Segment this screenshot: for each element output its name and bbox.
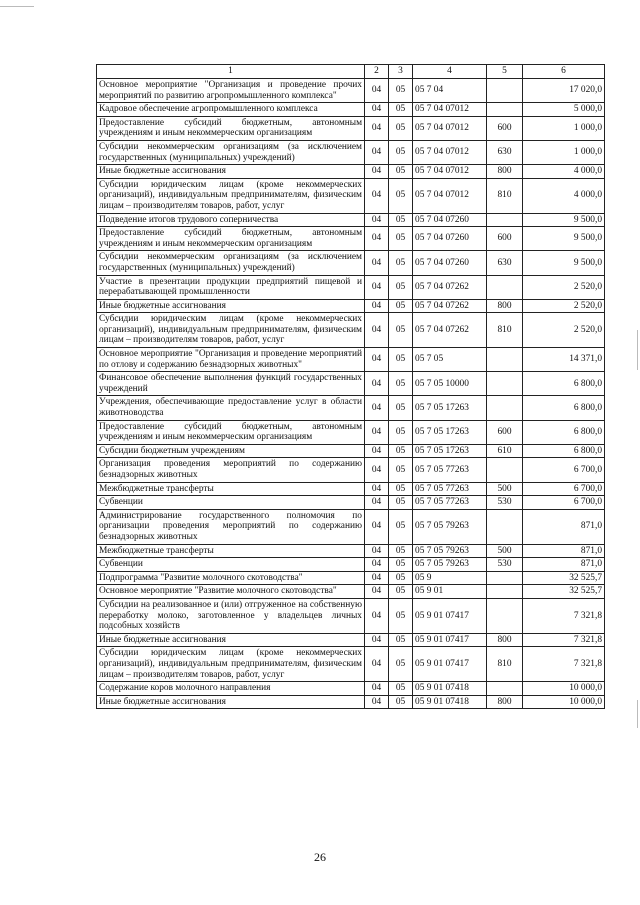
row-amount-cell: 6 700,0 [523, 482, 605, 496]
row-expense-type-cell: 630 [487, 251, 523, 275]
row-target-code-cell: 05 7 04 07012 [413, 103, 487, 117]
row-section-cell: 04 [365, 313, 389, 348]
row-amount-cell: 6 800,0 [523, 396, 605, 420]
row-amount-cell: 7 321,8 [523, 598, 605, 633]
row-amount-cell: 2 520,0 [523, 313, 605, 348]
row-expense-type-cell: 800 [487, 633, 523, 647]
row-section-cell: 04 [365, 165, 389, 179]
table-row [97, 496, 605, 510]
table-body [97, 65, 605, 709]
table-row [97, 275, 605, 299]
row-subsection-cell: 05 [389, 509, 413, 544]
row-expense-type-cell: 600 [487, 227, 523, 251]
row-expense-type-cell [487, 213, 523, 227]
table-row [97, 585, 605, 599]
row-expense-type-cell: 500 [487, 544, 523, 558]
table-row [97, 313, 605, 348]
table-row [97, 348, 605, 372]
row-expense-type-cell [487, 682, 523, 696]
row-expense-type-cell: 810 [487, 313, 523, 348]
table-row [97, 544, 605, 558]
row-name-cell: Содержание коров молочного направления [97, 682, 365, 696]
row-subsection-cell: 05 [389, 372, 413, 396]
row-name-cell: Подведение итогов трудового соперничества [97, 213, 365, 227]
row-subsection-cell: 05 [389, 165, 413, 179]
row-name-cell: Основное мероприятие "Организация и проведение прочих мероприятий по развитию агропромышленного комплекса" [97, 79, 365, 103]
row-name-cell: Организация проведения мероприятий по содержанию безнадзорных животных [97, 458, 365, 482]
row-expense-type-cell [487, 571, 523, 585]
row-section-cell: 04 [365, 116, 389, 140]
row-expense-type-cell: 600 [487, 420, 523, 444]
row-subsection-cell: 05 [389, 251, 413, 275]
row-subsection-cell: 05 [389, 420, 413, 444]
header-cell-name: 1 [97, 65, 365, 79]
scan-edge-mark [637, 700, 638, 728]
row-section-cell: 04 [365, 544, 389, 558]
table-row [97, 213, 605, 227]
row-amount-cell: 7 321,8 [523, 647, 605, 682]
row-expense-type-cell [487, 79, 523, 103]
table-row [97, 633, 605, 647]
row-name-cell: Иные бюджетные ассигнования [97, 299, 365, 313]
row-target-code-cell: 05 9 01 [413, 585, 487, 599]
row-section-cell: 04 [365, 444, 389, 458]
row-target-code-cell: 05 7 05 77263 [413, 496, 487, 510]
table-row [97, 482, 605, 496]
row-amount-cell: 17 020,0 [523, 79, 605, 103]
row-subsection-cell: 05 [389, 275, 413, 299]
row-target-code-cell: 05 9 01 07418 [413, 695, 487, 709]
row-name-cell: Кадровое обеспечение агропромышленного комплекса [97, 103, 365, 117]
row-section-cell: 04 [365, 178, 389, 213]
table-row [97, 558, 605, 572]
row-section-cell: 04 [365, 458, 389, 482]
row-target-code-cell: 05 7 04 07262 [413, 275, 487, 299]
row-subsection-cell: 05 [389, 396, 413, 420]
row-amount-cell: 10 000,0 [523, 682, 605, 696]
row-subsection-cell: 05 [389, 647, 413, 682]
table-row [97, 571, 605, 585]
row-expense-type-cell: 810 [487, 647, 523, 682]
row-amount-cell: 9 500,0 [523, 227, 605, 251]
row-section-cell: 04 [365, 633, 389, 647]
row-target-code-cell: 05 7 05 17263 [413, 444, 487, 458]
table-row [97, 227, 605, 251]
row-target-code-cell: 05 7 05 79263 [413, 558, 487, 572]
header-cell-expense-type: 5 [487, 65, 523, 79]
row-amount-cell: 6 700,0 [523, 458, 605, 482]
row-subsection-cell: 05 [389, 496, 413, 510]
table-row [97, 165, 605, 179]
row-expense-type-cell: 600 [487, 116, 523, 140]
row-target-code-cell: 05 7 04 [413, 79, 487, 103]
row-section-cell: 04 [365, 299, 389, 313]
row-name-cell: Администрирование государственного полномочия по организации проведения мероприятий по содержанию безнадзорных животных [97, 509, 365, 544]
row-section-cell: 04 [365, 213, 389, 227]
row-expense-type-cell: 530 [487, 496, 523, 510]
row-subsection-cell: 05 [389, 458, 413, 482]
row-amount-cell: 10 000,0 [523, 695, 605, 709]
row-amount-cell: 1 000,0 [523, 116, 605, 140]
row-target-code-cell: 05 9 01 07417 [413, 633, 487, 647]
row-section-cell: 04 [365, 396, 389, 420]
row-amount-cell: 6 800,0 [523, 444, 605, 458]
row-section-cell: 04 [365, 558, 389, 572]
row-name-cell: Субвенции [97, 496, 365, 510]
row-name-cell: Субсидии некоммерческим организациям (за исключением государственных (муниципальных) учреждений) [97, 251, 365, 275]
header-cell-target-code: 4 [413, 65, 487, 79]
row-amount-cell: 2 520,0 [523, 275, 605, 299]
row-target-code-cell: 05 7 04 07012 [413, 165, 487, 179]
header-cell-subsection: 3 [389, 65, 413, 79]
table-row [97, 598, 605, 633]
row-subsection-cell: 05 [389, 213, 413, 227]
row-amount-cell: 871,0 [523, 544, 605, 558]
row-amount-cell: 6 800,0 [523, 372, 605, 396]
row-amount-cell: 6 700,0 [523, 496, 605, 510]
table-row [97, 444, 605, 458]
row-expense-type-cell [487, 585, 523, 599]
row-amount-cell: 9 500,0 [523, 213, 605, 227]
table-row [97, 299, 605, 313]
row-section-cell: 04 [365, 275, 389, 299]
row-target-code-cell: 05 7 04 07260 [413, 227, 487, 251]
row-subsection-cell: 05 [389, 348, 413, 372]
row-section-cell: 04 [365, 647, 389, 682]
table-row [97, 372, 605, 396]
row-name-cell: Субвенции [97, 558, 365, 572]
table-row [97, 103, 605, 117]
row-name-cell: Финансовое обеспечение выполнения функций государственных учреждений [97, 372, 365, 396]
row-target-code-cell: 05 7 05 77263 [413, 482, 487, 496]
row-subsection-cell: 05 [389, 79, 413, 103]
page-number: 26 [314, 850, 326, 864]
row-name-cell: Предоставление субсидий бюджетным, автономным учреждениям и иным некоммерческим организациям [97, 420, 365, 444]
row-name-cell: Подпрограмма "Развитие молочного скотоводства" [97, 571, 365, 585]
row-subsection-cell: 05 [389, 682, 413, 696]
row-expense-type-cell: 800 [487, 299, 523, 313]
row-target-code-cell: 05 7 04 07012 [413, 178, 487, 213]
row-subsection-cell: 05 [389, 103, 413, 117]
row-name-cell: Основное мероприятие "Развитие молочного скотоводства" [97, 585, 365, 599]
row-target-code-cell: 05 7 05 17263 [413, 396, 487, 420]
row-target-code-cell: 05 7 05 77263 [413, 458, 487, 482]
table-row [97, 420, 605, 444]
row-name-cell: Субсидии на реализованное и (или) отгруженное на собственную переработку молоко, заготовленное у владельцев личных подсобных хозяйств [97, 598, 365, 633]
row-section-cell: 04 [365, 509, 389, 544]
row-target-code-cell: 05 7 04 07262 [413, 313, 487, 348]
row-amount-cell: 14 371,0 [523, 348, 605, 372]
row-amount-cell: 871,0 [523, 558, 605, 572]
table-row [97, 396, 605, 420]
row-amount-cell: 1 000,0 [523, 140, 605, 164]
row-target-code-cell: 05 7 05 17263 [413, 420, 487, 444]
row-name-cell: Субсидии некоммерческим организациям (за исключением государственных (муниципальных) учреждений) [97, 140, 365, 164]
table-row [97, 647, 605, 682]
row-subsection-cell: 05 [389, 444, 413, 458]
table-row [97, 140, 605, 164]
row-expense-type-cell [487, 598, 523, 633]
table-row [97, 458, 605, 482]
row-subsection-cell: 05 [389, 633, 413, 647]
row-section-cell: 04 [365, 79, 389, 103]
row-expense-type-cell [487, 348, 523, 372]
table-header-row [97, 65, 605, 79]
row-name-cell: Иные бюджетные ассигнования [97, 695, 365, 709]
row-name-cell: Учреждения, обеспечивающие предоставление услуг в области животноводства [97, 396, 365, 420]
table-row [97, 695, 605, 709]
row-subsection-cell: 05 [389, 140, 413, 164]
row-target-code-cell: 05 7 04 07260 [413, 213, 487, 227]
row-target-code-cell: 05 9 01 07417 [413, 647, 487, 682]
table-row [97, 509, 605, 544]
row-expense-type-cell [487, 103, 523, 117]
row-subsection-cell: 05 [389, 571, 413, 585]
row-amount-cell: 2 520,0 [523, 299, 605, 313]
row-subsection-cell: 05 [389, 598, 413, 633]
row-section-cell: 04 [365, 103, 389, 117]
row-amount-cell: 4 000,0 [523, 178, 605, 213]
row-target-code-cell: 05 7 04 07260 [413, 251, 487, 275]
row-name-cell: Межбюджетные трансферты [97, 544, 365, 558]
row-amount-cell: 6 800,0 [523, 420, 605, 444]
row-section-cell: 04 [365, 227, 389, 251]
row-section-cell: 04 [365, 598, 389, 633]
row-target-code-cell: 05 9 [413, 571, 487, 585]
row-subsection-cell: 05 [389, 585, 413, 599]
row-subsection-cell: 05 [389, 313, 413, 348]
budget-table [96, 64, 605, 709]
row-name-cell: Субсидии юридическим лицам (кроме некоммерческих организаций), индивидуальным предпринимателям, физическим лицам – производителям товаров, работ, услуг [97, 647, 365, 682]
row-name-cell: Субсидии бюджетным учреждениям [97, 444, 365, 458]
row-expense-type-cell: 530 [487, 558, 523, 572]
row-expense-type-cell: 610 [487, 444, 523, 458]
row-name-cell: Иные бюджетные ассигнования [97, 165, 365, 179]
row-expense-type-cell [487, 396, 523, 420]
header-cell-section: 2 [365, 65, 389, 79]
row-subsection-cell: 05 [389, 695, 413, 709]
row-section-cell: 04 [365, 140, 389, 164]
row-subsection-cell: 05 [389, 544, 413, 558]
table-row [97, 79, 605, 103]
row-section-cell: 04 [365, 682, 389, 696]
scan-edge-mark [0, 6, 34, 7]
row-name-cell: Субсидии юридическим лицам (кроме некоммерческих организаций), индивидуальным предпринимателям, физическим лицам – производителям товаров, работ, услуг [97, 313, 365, 348]
row-section-cell: 04 [365, 695, 389, 709]
row-amount-cell: 5 000,0 [523, 103, 605, 117]
row-section-cell: 04 [365, 420, 389, 444]
row-target-code-cell: 05 7 04 07012 [413, 116, 487, 140]
row-section-cell: 04 [365, 482, 389, 496]
row-section-cell: 04 [365, 372, 389, 396]
row-target-code-cell: 05 7 04 07012 [413, 140, 487, 164]
table-row [97, 682, 605, 696]
header-cell-amount: 6 [523, 65, 605, 79]
row-expense-type-cell [487, 458, 523, 482]
row-expense-type-cell: 630 [487, 140, 523, 164]
row-name-cell: Субсидии юридическим лицам (кроме некоммерческих организаций), индивидуальным предпринимателям, физическим лицам – производителям товаров, работ, услуг [97, 178, 365, 213]
row-section-cell: 04 [365, 251, 389, 275]
row-amount-cell: 32 525,7 [523, 571, 605, 585]
scan-edge-mark [637, 330, 638, 370]
row-name-cell: Основное мероприятие "Организация и проведение мероприятий по отлову и содержанию безнадзорных животных" [97, 348, 365, 372]
row-expense-type-cell: 800 [487, 695, 523, 709]
row-section-cell: 04 [365, 571, 389, 585]
row-expense-type-cell: 800 [487, 165, 523, 179]
table-row [97, 178, 605, 213]
row-subsection-cell: 05 [389, 227, 413, 251]
row-name-cell: Участие в презентации продукции предприятий пищевой и перерабатывающей промышленности [97, 275, 365, 299]
row-subsection-cell: 05 [389, 482, 413, 496]
row-amount-cell: 871,0 [523, 509, 605, 544]
row-name-cell: Иные бюджетные ассигнования [97, 633, 365, 647]
row-amount-cell: 4 000,0 [523, 165, 605, 179]
row-expense-type-cell [487, 509, 523, 544]
row-subsection-cell: 05 [389, 558, 413, 572]
row-section-cell: 04 [365, 585, 389, 599]
row-target-code-cell: 05 9 01 07418 [413, 682, 487, 696]
row-target-code-cell: 05 9 01 07417 [413, 598, 487, 633]
row-expense-type-cell [487, 372, 523, 396]
row-name-cell: Межбюджетные трансферты [97, 482, 365, 496]
row-name-cell: Предоставление субсидий бюджетным, автономным учреждениям и иным некоммерческим организациям [97, 227, 365, 251]
row-target-code-cell: 05 7 05 10000 [413, 372, 487, 396]
row-expense-type-cell: 810 [487, 178, 523, 213]
row-subsection-cell: 05 [389, 299, 413, 313]
table-row [97, 251, 605, 275]
row-name-cell: Предоставление субсидий бюджетным, автономным учреждениям и иным некоммерческим организациям [97, 116, 365, 140]
row-amount-cell: 32 525,7 [523, 585, 605, 599]
row-amount-cell: 9 500,0 [523, 251, 605, 275]
row-target-code-cell: 05 7 04 07262 [413, 299, 487, 313]
row-target-code-cell: 05 7 05 [413, 348, 487, 372]
row-expense-type-cell: 500 [487, 482, 523, 496]
row-section-cell: 04 [365, 348, 389, 372]
row-target-code-cell: 05 7 05 79263 [413, 544, 487, 558]
row-target-code-cell: 05 7 05 79263 [413, 509, 487, 544]
row-subsection-cell: 05 [389, 116, 413, 140]
row-expense-type-cell [487, 275, 523, 299]
row-amount-cell: 7 321,8 [523, 633, 605, 647]
row-section-cell: 04 [365, 496, 389, 510]
table-row [97, 116, 605, 140]
row-subsection-cell: 05 [389, 178, 413, 213]
